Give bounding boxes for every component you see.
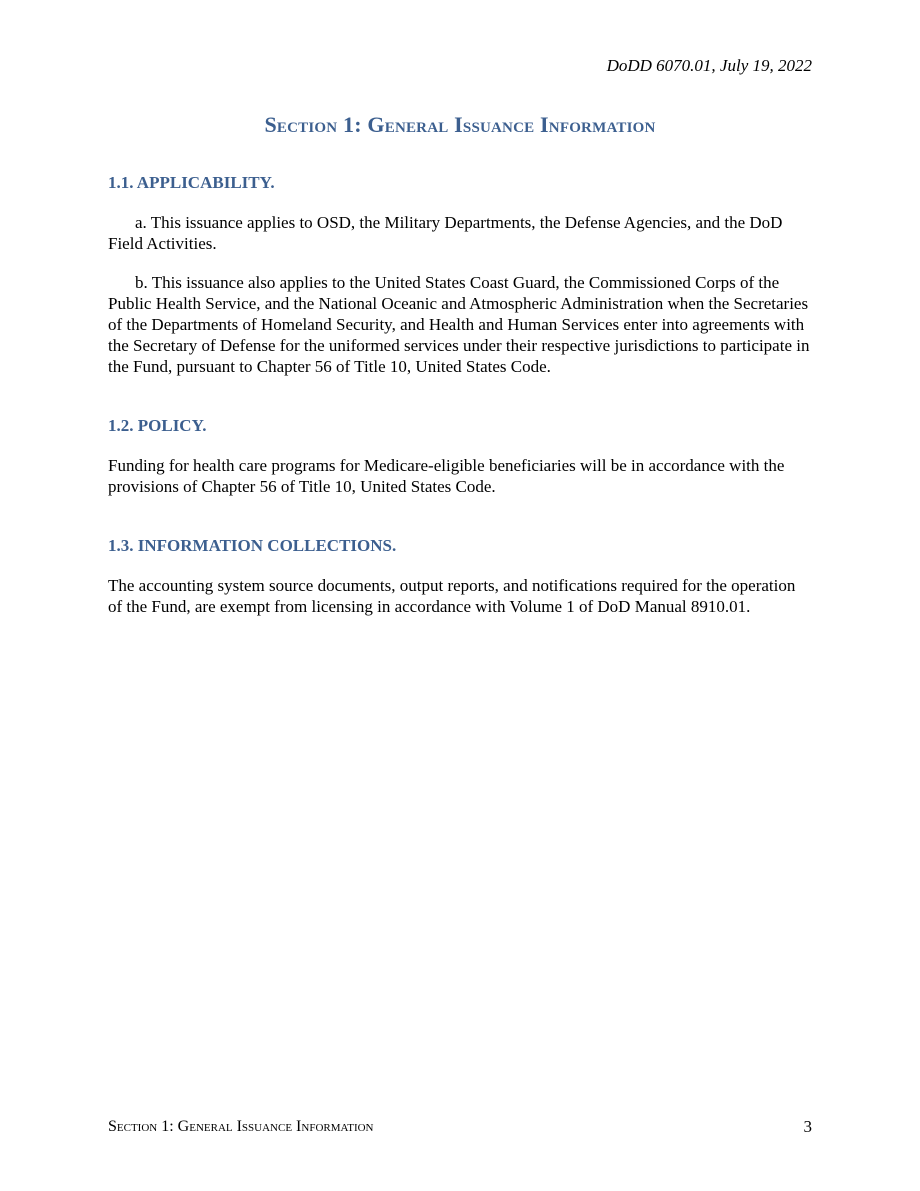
page-number: 3: [803, 1117, 812, 1136]
page-footer: [108, 1117, 812, 1137]
paragraph-information-collections: The accounting system source documents, output reports, and notifications required for the operation of the Fund, are exempt from licensing in accordance with Volume 1 of DoD Manual 8910.01.: [108, 576, 796, 616]
heading-information-collections: 1.3. INFORMATION COLLECTIONS.: [108, 536, 397, 555]
paragraph-applicability-a: a. This issuance applies to OSD, the Military Departments, the Defense Agencies, and the DoD Field Activities.: [108, 213, 783, 253]
paragraph-applicability-b: b. This issuance also applies to the United States Coast Guard, the Commissioned Corps of the Public Health Service, and the National Oceanic and Atmospheric Administration when the Secretaries of the Departments of Homeland Security, and Health and Human Services enter into agreements with the Secretary of Defense for the uniformed services under their respective jurisdictions to participate in the Fund, pursuant to Chapter 56 of Title 10, United States Code.: [108, 273, 810, 376]
paragraph-policy: Funding for health care programs for Medicare-eligible beneficiaries will be in accordance with the provisions of Chapter 56 of Title 10, United States Code.: [108, 456, 785, 496]
page-header: DoDD 6070.01, July 19, 2022: [606, 56, 812, 75]
heading-policy: 1.2. POLICY.: [108, 416, 207, 435]
heading-applicability: 1.1. APPLICABILITY.: [108, 173, 275, 192]
section-title: Section 1: General Issuance Information: [264, 112, 656, 137]
document-body: [108, 172, 812, 635]
footer-section-title: Section 1: General Issuance Information: [108, 1118, 374, 1135]
